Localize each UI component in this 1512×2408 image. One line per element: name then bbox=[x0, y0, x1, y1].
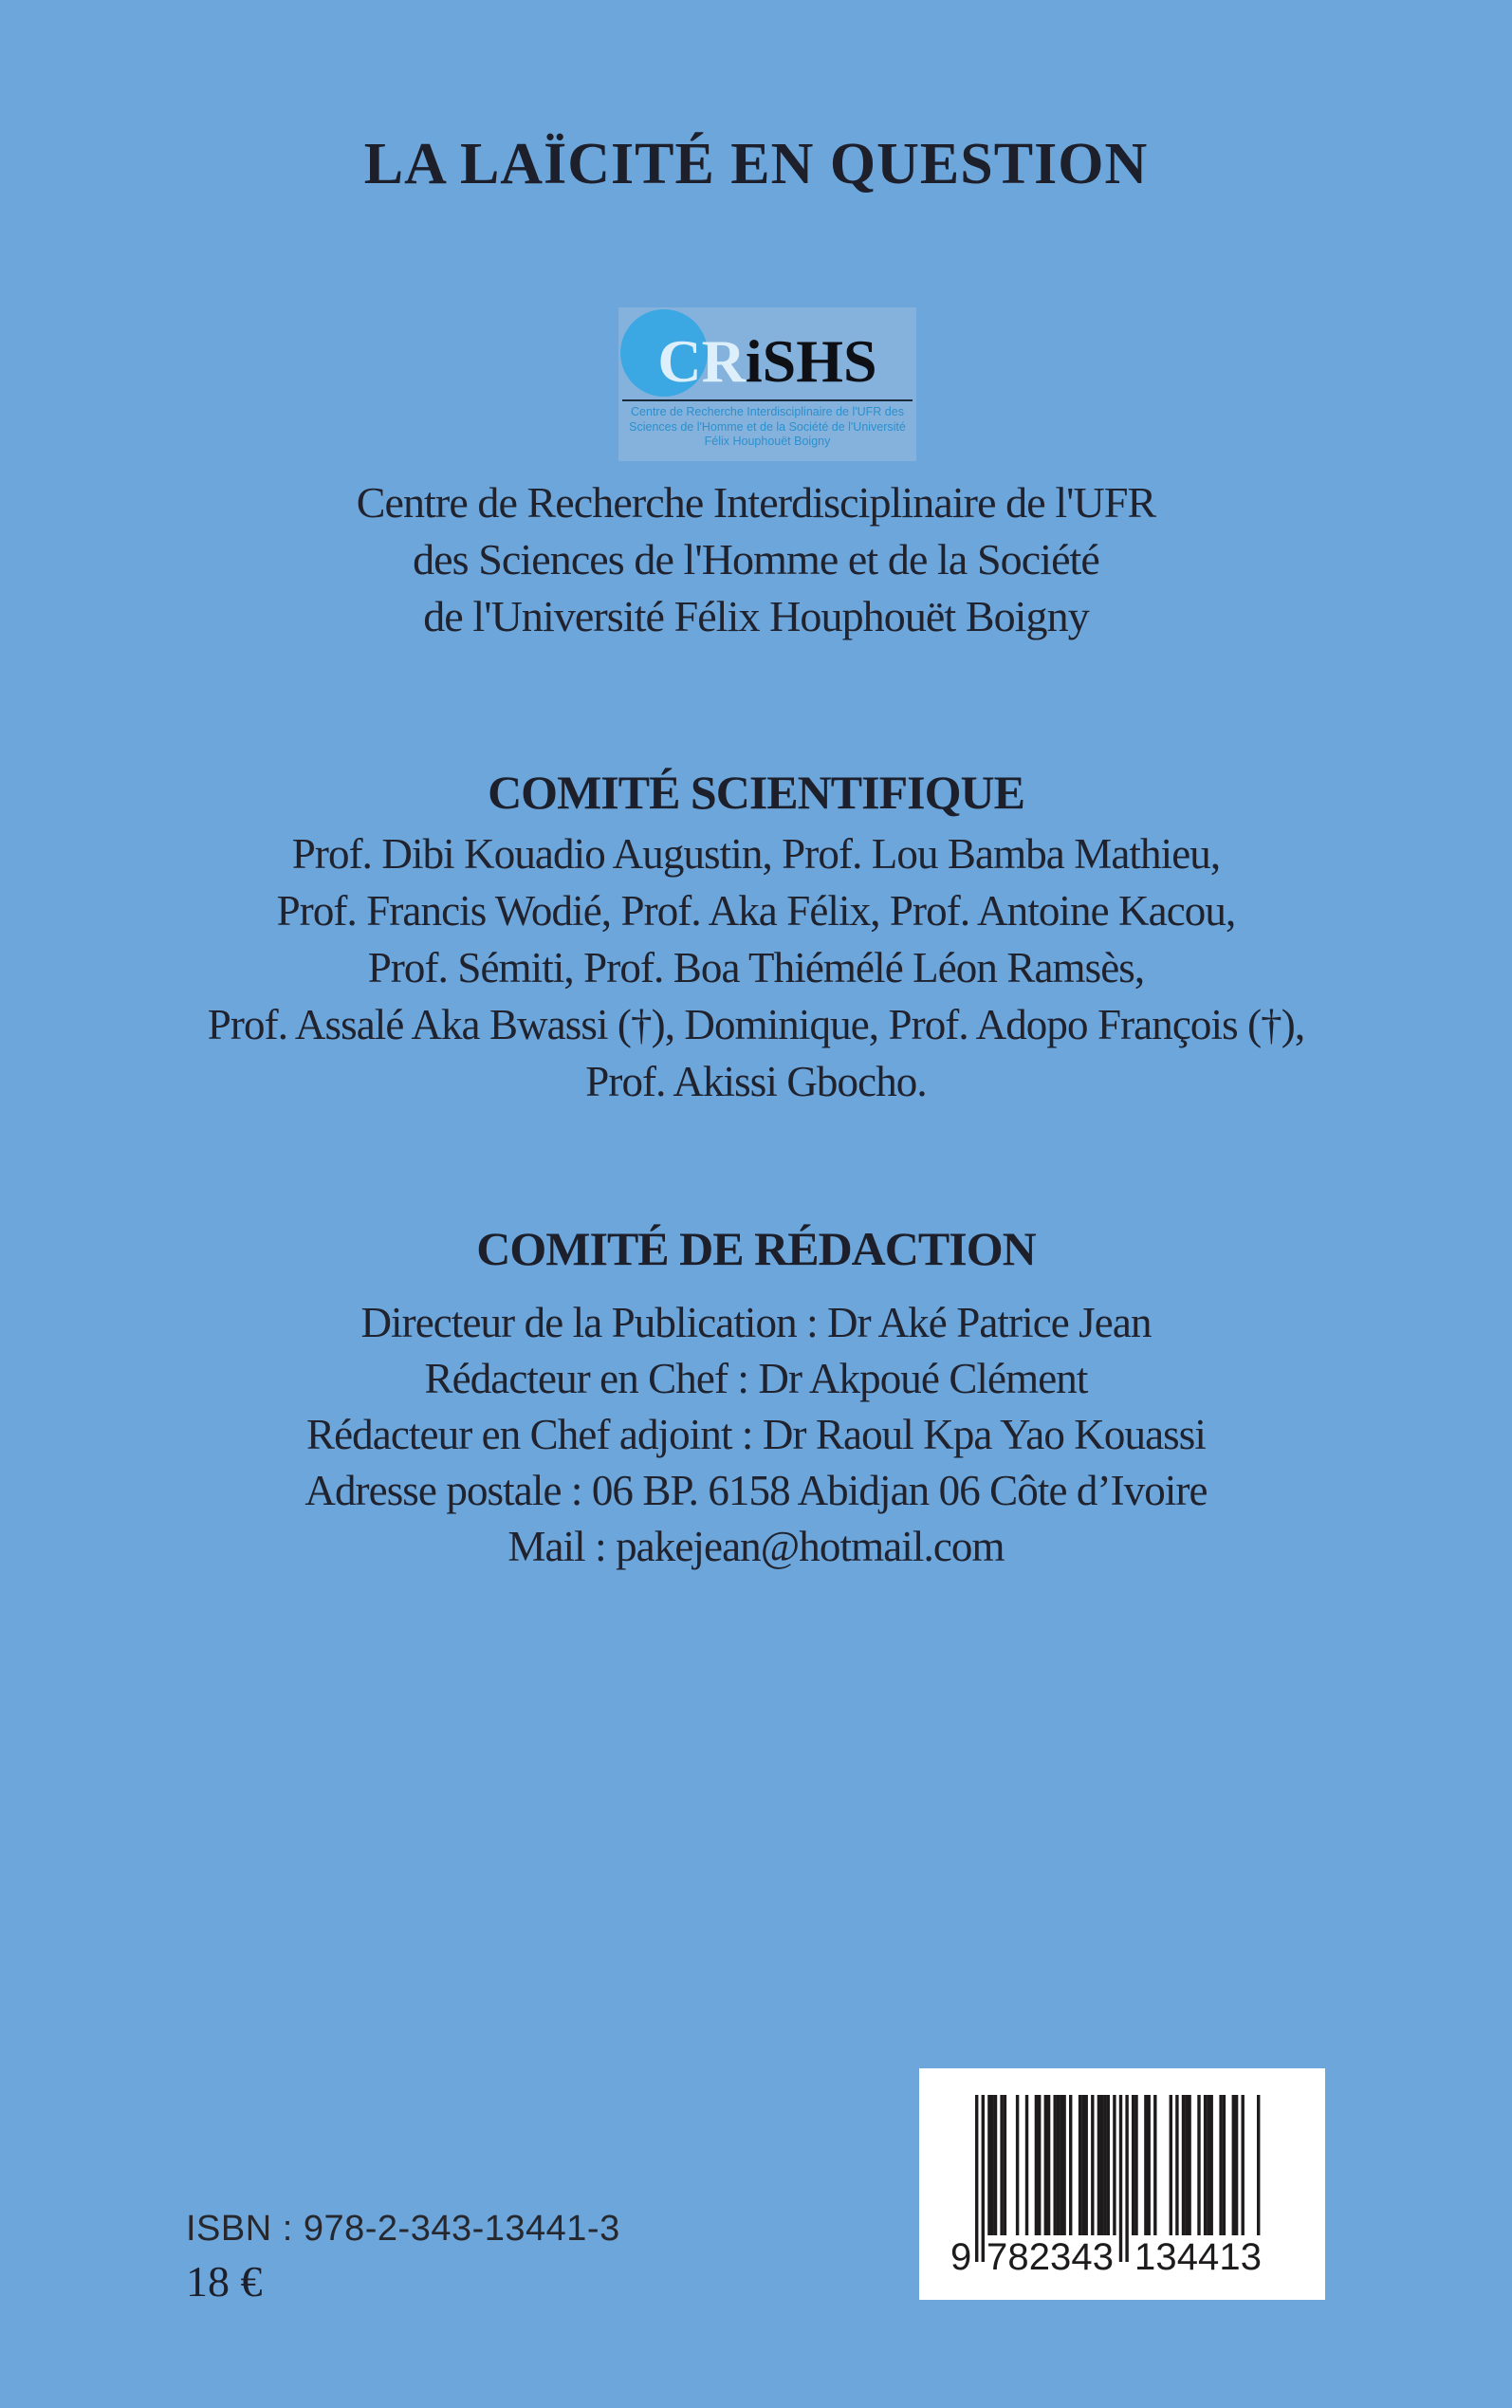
crishs-logo-ishs: iSHS bbox=[745, 327, 877, 395]
scientific-committee-heading: COMITÉ SCIENTIFIQUE bbox=[488, 766, 1024, 819]
editorial-detail-line: Rédacteur en Chef : Dr Akpoué Clément bbox=[424, 1355, 1088, 1402]
crishs-logo-subtitle bbox=[618, 405, 916, 450]
editorial-detail-line: Mail : pakejean@hotmail.com bbox=[507, 1523, 1005, 1570]
institution-line: de l'Université Félix Houphouët Boigny bbox=[423, 592, 1089, 640]
scientific-committee-members bbox=[0, 825, 1512, 1110]
svg-text:782343: 782343 bbox=[986, 2236, 1114, 2277]
crishs-logo bbox=[618, 307, 916, 461]
barcode bbox=[919, 2068, 1325, 2300]
crishs-logo-subtitle-line: Félix Houphouët Boigny bbox=[704, 435, 831, 448]
barcode-bars bbox=[950, 2095, 1292, 2277]
crishs-logo-acronym bbox=[618, 328, 916, 395]
crishs-logo-rule bbox=[622, 399, 913, 401]
editorial-committee-details bbox=[0, 1295, 1512, 1575]
svg-text:134413: 134413 bbox=[1134, 2236, 1262, 2277]
crishs-logo-subtitle-line: Centre de Recherche Interdisciplinaire de l'UFR des bbox=[631, 405, 904, 418]
committee-member-line: Prof. Francis Wodié, Prof. Aka Félix, Prof. Antoine Kacou, bbox=[276, 887, 1236, 935]
crishs-logo-cr: CR bbox=[657, 327, 746, 395]
institution-line: Centre de Recherche Interdisciplinaire de l'UFR bbox=[356, 478, 1156, 527]
institution-name bbox=[0, 474, 1512, 645]
editorial-committee-heading: COMITÉ DE RÉDACTION bbox=[476, 1222, 1036, 1275]
committee-member-line: Prof. Dibi Kouadio Augustin, Prof. Lou Bamba Mathieu, bbox=[291, 830, 1221, 878]
editorial-detail-line: Adresse postale : 06 BP. 6158 Abidjan 06 Côte d’Ivoire bbox=[304, 1467, 1208, 1514]
isbn-text: ISBN : 978-2-343-13441-3 bbox=[186, 2209, 620, 2249]
editorial-detail-line: Directeur de la Publication : Dr Aké Patrice Jean bbox=[360, 1299, 1152, 1346]
institution-line: des Sciences de l'Homme et de la Société bbox=[413, 535, 1099, 583]
price-text: 18 € bbox=[186, 2257, 263, 2306]
committee-member-line: Prof. Assalé Aka Bwassi (†), Dominique, Prof. Adopo François (†), bbox=[207, 1001, 1305, 1048]
committee-member-line: Prof. Akissi Gbocho. bbox=[585, 1058, 927, 1105]
book-title: LA LAÏCITÉ EN QUESTION bbox=[363, 132, 1149, 196]
svg-text:9: 9 bbox=[950, 2236, 972, 2277]
editorial-detail-line: Rédacteur en Chef adjoint : Dr Raoul Kpa Yao Kouassi bbox=[305, 1411, 1206, 1458]
crishs-logo-subtitle-line: Sciences de l'Homme et de la Société de l'Université bbox=[629, 419, 906, 434]
committee-member-line: Prof. Sémiti, Prof. Boa Thiémélé Léon Ramsès, bbox=[367, 944, 1145, 991]
